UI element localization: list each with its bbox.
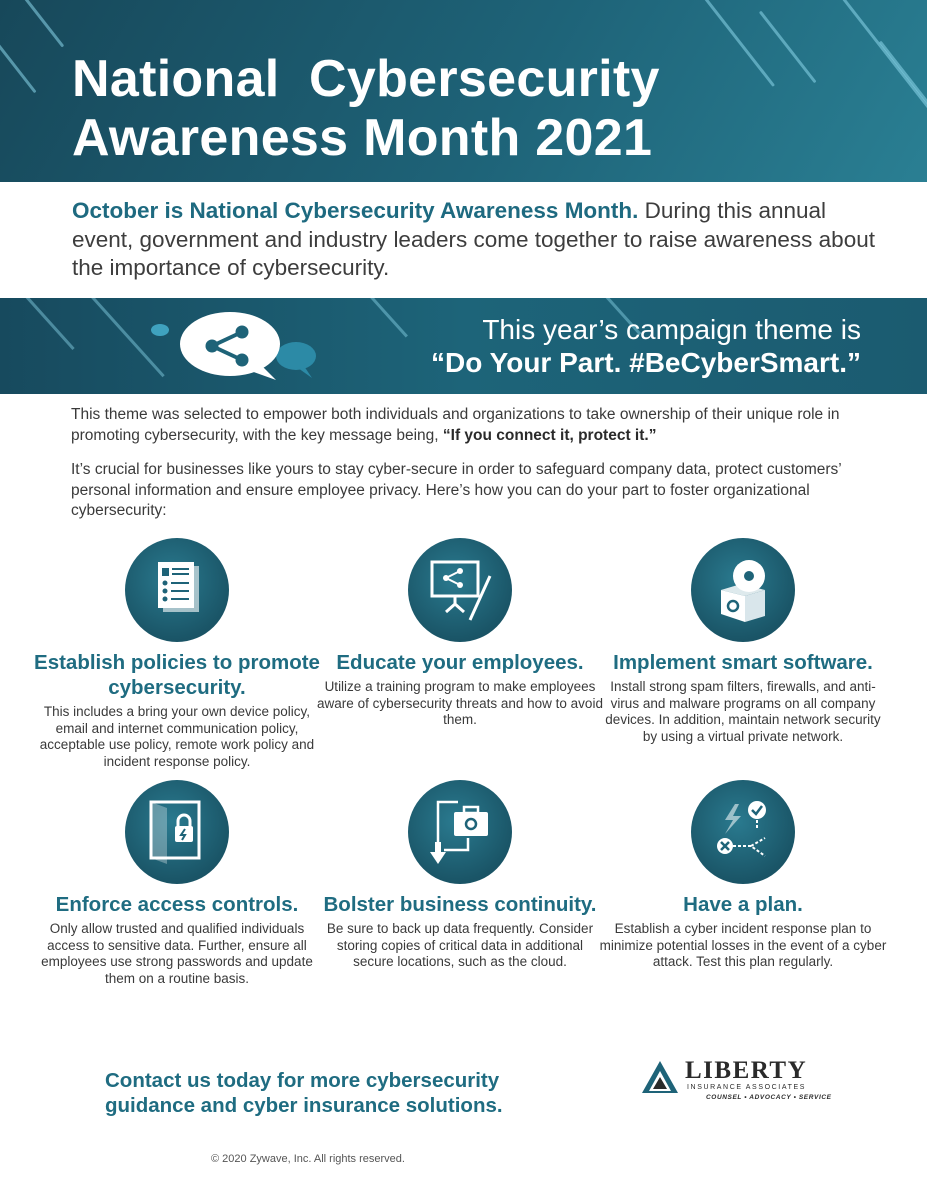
tip-text: Utilize a training program to make employees aware of cybersecurity threats and how to avoid them. bbox=[317, 679, 603, 727]
intro-paragraph bbox=[72, 197, 892, 283]
page-title bbox=[72, 50, 832, 168]
page-title-line2: Awareness Month 2021 bbox=[72, 109, 653, 167]
theme-description-text: This theme was selected to empower both individuals and organizations to take ownership of their unique role in promoting cybersecurity, with the key message being, bbox=[71, 406, 840, 444]
tip-have-a-plan bbox=[598, 780, 888, 971]
software-box-icon bbox=[691, 538, 795, 642]
tip-text: Be sure to back up data frequently. Consider storing copies of critical data in additional secure locations, such as the cloud. bbox=[326, 921, 594, 969]
theme-description bbox=[71, 405, 861, 446]
intro-rest: During this annual event, government and industry leaders come together to raise awareness about the importance of cybersecurity. bbox=[72, 198, 875, 280]
tip-text: This includes a bring your own device policy, email and internet communication policy, acceptable use policy, remote work policy and incident response policy. bbox=[39, 704, 315, 769]
tip-text: Only allow trusted and qualified individuals access to sensitive data. Further, ensure all employees use strong passwords and update them on a routine basis. bbox=[41, 921, 313, 986]
decorative-streak bbox=[19, 298, 75, 350]
tip-title: Have a plan. bbox=[683, 893, 803, 916]
triangle-logo-icon bbox=[640, 1059, 680, 1095]
tip-enforce-access bbox=[32, 780, 322, 987]
tip-title: Implement smart software. bbox=[613, 651, 873, 674]
intro-lead: October is National Cybersecurity Awareness Month. bbox=[72, 198, 639, 223]
key-message: “If you connect it, protect it.” bbox=[442, 426, 657, 444]
decorative-streak bbox=[0, 21, 37, 94]
theme-band bbox=[0, 298, 927, 394]
tip-educate-employees bbox=[315, 538, 605, 729]
logo-subtitle: INSURANCE ASSOCIATES bbox=[687, 1084, 807, 1091]
liberty-logo bbox=[640, 1057, 840, 1107]
tip-title: Enforce access controls. bbox=[55, 893, 299, 916]
campaign-theme-intro: This year’s campaign theme is bbox=[482, 314, 861, 345]
locked-door-icon bbox=[125, 780, 229, 884]
presentation-board-icon bbox=[408, 538, 512, 642]
tip-title: Educate your employees. bbox=[336, 651, 584, 674]
campaign-theme-slogan: “Do Your Part. #BeCyberSmart.” bbox=[431, 347, 861, 378]
decorative-streak bbox=[829, 0, 927, 109]
tip-title: Establish policies to promote cybersecurity. bbox=[34, 651, 320, 699]
tip-business-continuity bbox=[315, 780, 605, 971]
business-paragraph: It’s crucial for businesses like yours to stay cyber-secure in order to safeguard company data, protect customers’ personal information and ensure employee privacy. Here’s how you can do your part to foster organizational cybersecurity: bbox=[71, 461, 842, 519]
incident-plan-icon bbox=[691, 780, 795, 884]
contact-callout: Contact us today for more cybersecurity guidance and cyber insurance solutions. bbox=[105, 1069, 503, 1117]
tip-implement-software bbox=[598, 538, 888, 745]
share-chat-bubble-icon bbox=[148, 308, 323, 380]
page-title-line1: National Cybersecurity bbox=[72, 50, 660, 108]
campaign-theme bbox=[431, 314, 861, 380]
policy-document-icon bbox=[125, 538, 229, 642]
tip-text: Establish a cyber incident response plan to minimize potential losses in the event of a cyber attack. Test this plan regularly. bbox=[599, 921, 887, 969]
tip-establish-policies bbox=[32, 538, 322, 770]
tip-text: Install strong spam filters, firewalls, and anti-virus and malware programs on all company devices. In addition, maintain network security by using a virtual private network. bbox=[605, 679, 881, 744]
copyright-notice: © 2020 Zywave, Inc. All rights reserved. bbox=[211, 1153, 405, 1165]
header-banner bbox=[0, 0, 927, 182]
tip-title: Bolster business continuity. bbox=[323, 893, 597, 916]
logo-name: LIBERTY bbox=[685, 1057, 808, 1084]
decorative-streak bbox=[19, 0, 64, 48]
logo-tagline: COUNSEL • ADVOCACY • SERVICE bbox=[706, 1094, 832, 1101]
decorative-streak bbox=[359, 298, 408, 338]
backup-briefcase-icon bbox=[408, 780, 512, 884]
